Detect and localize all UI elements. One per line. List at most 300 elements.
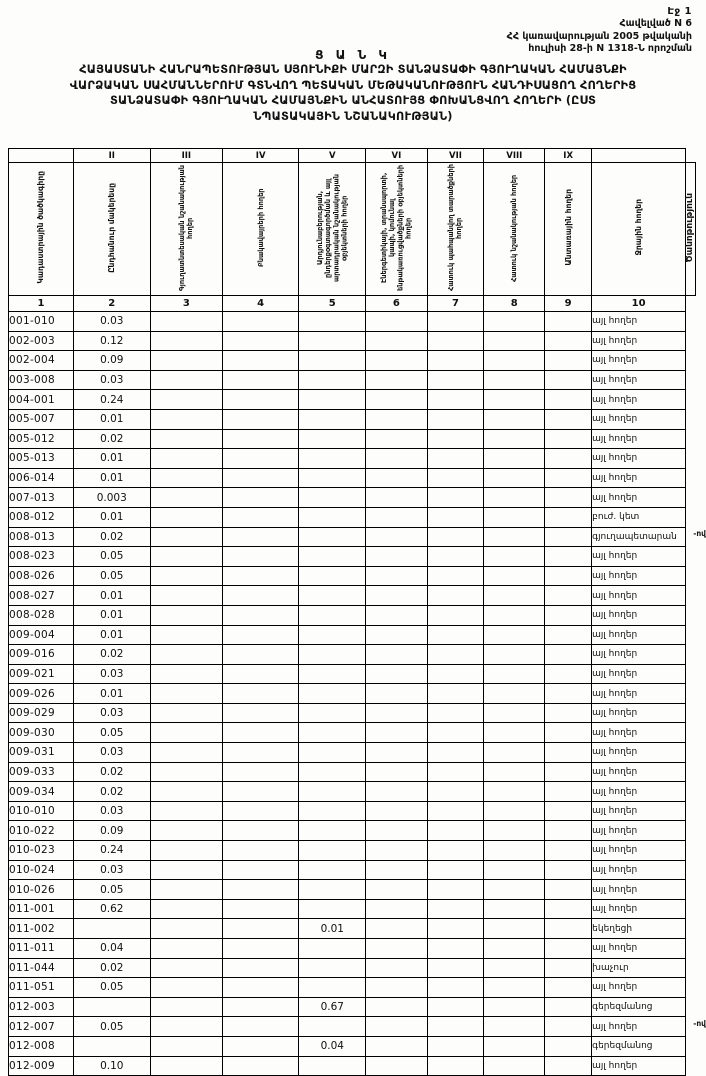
cell-protected	[427, 625, 484, 645]
cell-protected	[427, 860, 484, 880]
page-title: Ց Ա Ն Կ	[315, 48, 391, 62]
cell-note: այլ հողեր	[592, 939, 686, 959]
cell-energy-transport	[366, 997, 427, 1017]
cell-special	[484, 586, 545, 606]
cell-forest	[545, 860, 592, 880]
cell-special	[484, 860, 545, 880]
cell-settlement	[223, 684, 299, 704]
cell-protected	[427, 1017, 484, 1037]
cell-agricultural	[150, 488, 222, 508]
cell-industrial	[299, 899, 366, 919]
cell-special	[484, 939, 545, 959]
cell-industrial	[299, 1056, 366, 1076]
colnum-1: 1	[9, 296, 74, 312]
table-row	[9, 1056, 696, 1076]
cell-agricultural	[150, 939, 222, 959]
cell-agricultural	[150, 821, 222, 841]
cell-industrial	[299, 409, 366, 429]
cell-industrial	[299, 390, 366, 410]
cell-protected	[427, 1036, 484, 1056]
cell-note: այլ հողեր	[592, 978, 686, 998]
cell-forest	[545, 507, 592, 527]
table-row	[9, 586, 696, 606]
header-line-2: ՀՀ կառավարության 2005 թվականի	[506, 30, 692, 42]
cell-agricultural	[150, 762, 222, 782]
cell-agricultural	[150, 370, 222, 390]
cell-agricultural	[150, 409, 222, 429]
cell-industrial	[299, 507, 366, 527]
cell-code: 007-013	[9, 488, 74, 508]
cell-code: 012-009	[9, 1056, 74, 1076]
cell-protected	[427, 331, 484, 351]
cell-forest	[545, 1056, 592, 1076]
land-parcel-table	[8, 148, 696, 1076]
cell-settlement	[223, 566, 299, 586]
cell-code: 004-001	[9, 390, 74, 410]
cell-total-area: 0.02	[73, 527, 150, 547]
table-row	[9, 468, 696, 488]
title-line-1: ՀԱՅԱՍՏԱՆԻ ՀԱՆՐԱՊԵՏՈՒԹՅԱՆ ՍՅՈՒՆԻՔԻ ՄԱՐԶԻ ՏԱՆՁԱՏԱՓԻ ԳՅՈՒՂԱԿԱՆ ՀԱՄԱՅՆՔԻ	[79, 63, 627, 76]
cell-agricultural	[150, 331, 222, 351]
cell-forest	[545, 664, 592, 684]
cell-forest	[545, 625, 592, 645]
cell-code: 009-026	[9, 684, 74, 704]
cell-forest	[545, 351, 592, 371]
cell-energy-transport	[366, 527, 427, 547]
cell-agricultural	[150, 390, 222, 410]
cell-special	[484, 723, 545, 743]
cell-settlement	[223, 351, 299, 371]
cell-special	[484, 664, 545, 684]
cell-energy-transport	[366, 860, 427, 880]
cell-code: 010-022	[9, 821, 74, 841]
cell-agricultural	[150, 958, 222, 978]
cell-special	[484, 468, 545, 488]
cell-note: այլ հողեր	[592, 860, 686, 880]
cell-code: 005-012	[9, 429, 74, 449]
col-header-energy-transport	[366, 163, 427, 296]
cell-agricultural	[150, 860, 222, 880]
cell-energy-transport	[366, 880, 427, 900]
cell-industrial	[299, 547, 366, 567]
cell-agricultural	[150, 527, 222, 547]
cell-industrial	[299, 625, 366, 645]
cell-energy-transport	[366, 978, 427, 998]
cell-special	[484, 821, 545, 841]
cell-note: այլ հողեր	[592, 1017, 686, 1037]
cell-protected	[427, 468, 484, 488]
cell-total-area	[73, 919, 150, 939]
cell-agricultural	[150, 997, 222, 1017]
cell-industrial	[299, 939, 366, 959]
cell-protected	[427, 605, 484, 625]
cell-energy-transport	[366, 1056, 427, 1076]
page-number: Էջ 1	[667, 6, 692, 17]
table-row	[9, 743, 696, 763]
cell-settlement	[223, 801, 299, 821]
cell-agricultural	[150, 919, 222, 939]
cell-industrial	[299, 664, 366, 684]
cell-total-area: 0.05	[73, 547, 150, 567]
cell-industrial	[299, 645, 366, 665]
cell-settlement	[223, 1017, 299, 1037]
cell-special	[484, 625, 545, 645]
cell-special	[484, 429, 545, 449]
table-row	[9, 547, 696, 567]
cell-special	[484, 880, 545, 900]
table-row	[9, 997, 696, 1017]
title-line-4: ՆՊԱՏԱԿԱՅԻՆ ՆՇԱՆԱԿՈՒԹՅԱՆ)	[253, 109, 453, 123]
cell-code: 010-023	[9, 841, 74, 861]
colnum-4: 4	[223, 296, 299, 312]
cell-energy-transport	[366, 645, 427, 665]
cell-agricultural	[150, 703, 222, 723]
cell-industrial: 0.67	[299, 997, 366, 1017]
cell-forest	[545, 409, 592, 429]
cell-settlement	[223, 880, 299, 900]
cell-agricultural	[150, 899, 222, 919]
cell-note: այլ հողեր	[592, 488, 686, 508]
table-row	[9, 723, 696, 743]
cell-special	[484, 684, 545, 704]
roman-5: V	[299, 149, 366, 163]
cell-energy-transport	[366, 468, 427, 488]
col-header-note-label: Ծանոթություն	[685, 192, 695, 263]
cell-settlement	[223, 703, 299, 723]
col-header-agricultural-label: Գյուղատնտեսական նշանակության հողեր	[178, 164, 195, 291]
cell-settlement	[223, 939, 299, 959]
cell-total-area: 0.05	[73, 1017, 150, 1037]
cell-protected	[427, 821, 484, 841]
col-header-energy-transport-label: Էներգետիկայի, տրանսպորտի, կապի, կոմունալ ենթակառուցվածքների օբյեկտների հողեր	[380, 164, 413, 291]
cell-industrial	[299, 978, 366, 998]
cell-industrial	[299, 586, 366, 606]
table-row	[9, 664, 696, 684]
cell-special	[484, 1056, 545, 1076]
cell-special	[484, 743, 545, 763]
cell-industrial	[299, 468, 366, 488]
cell-total-area: 0.62	[73, 899, 150, 919]
cell-energy-transport	[366, 547, 427, 567]
cell-agricultural	[150, 801, 222, 821]
cell-energy-transport	[366, 507, 427, 527]
table-row	[9, 488, 696, 508]
cell-protected	[427, 370, 484, 390]
table-row	[9, 409, 696, 429]
cell-settlement	[223, 429, 299, 449]
roman-2: II	[73, 149, 150, 163]
cell-forest	[545, 566, 592, 586]
cell-forest	[545, 605, 592, 625]
cell-total-area: 0.02	[73, 782, 150, 802]
col-header-note	[686, 163, 696, 296]
cell-protected	[427, 703, 484, 723]
table-header-row	[9, 163, 696, 296]
cell-protected	[427, 919, 484, 939]
cell-total-area: 0.09	[73, 821, 150, 841]
cell-settlement	[223, 449, 299, 469]
cell-protected	[427, 527, 484, 547]
cell-agricultural	[150, 351, 222, 371]
cell-settlement	[223, 762, 299, 782]
table-row	[9, 566, 696, 586]
cell-code: 010-024	[9, 860, 74, 880]
col-header-settlement-label: Բնակավայրերի հողեր	[256, 188, 265, 267]
cell-protected	[427, 743, 484, 763]
cell-protected	[427, 586, 484, 606]
cell-total-area: 0.05	[73, 566, 150, 586]
col-header-special-label: Հատուկ նշանակության հողեր	[510, 173, 519, 282]
cell-industrial	[299, 527, 366, 547]
col-header-special	[484, 163, 545, 296]
cell-industrial	[299, 860, 366, 880]
table-row	[9, 939, 696, 959]
cell-special	[484, 703, 545, 723]
cell-industrial	[299, 782, 366, 802]
table-row	[9, 370, 696, 390]
cell-code: 003-008	[9, 370, 74, 390]
title-line-2: ՎԱՐՁԱԿԱՆ ՍԱՀՄԱՆՆԵՐՈՒՄ ԳՏՆՎՈՂ ՊԵՏԱԿԱՆ ՄԵԹԱԿԱՆՈՒԹՅՈՒՆ ՀԱՆԴԻՍԱՑՈՂ ՀՈՂԵՐԻՑ	[69, 78, 637, 92]
cell-protected	[427, 449, 484, 469]
cell-note: այլ հողեր	[592, 703, 686, 723]
cell-settlement	[223, 899, 299, 919]
cell-total-area: 0.03	[73, 743, 150, 763]
cell-total-area: 0.02	[73, 429, 150, 449]
cell-protected	[427, 958, 484, 978]
cell-settlement	[223, 312, 299, 332]
cell-special	[484, 1017, 545, 1037]
colnum-2: 2	[73, 296, 150, 312]
cell-special	[484, 919, 545, 939]
cell-protected	[427, 762, 484, 782]
colnum-3: 3	[150, 296, 222, 312]
cell-code: 008-026	[9, 566, 74, 586]
cell-forest	[545, 1036, 592, 1056]
col-header-total-area-label: Ընդհանուր մակերեսը	[107, 182, 117, 273]
table-row	[9, 605, 696, 625]
cell-forest	[545, 997, 592, 1017]
cell-special	[484, 762, 545, 782]
table-row	[9, 703, 696, 723]
cell-forest	[545, 762, 592, 782]
cell-note: այլ հողեր	[592, 547, 686, 567]
side-mark: -ով	[693, 529, 706, 539]
cell-total-area: 0.05	[73, 978, 150, 998]
cell-forest	[545, 821, 592, 841]
cell-protected	[427, 507, 484, 527]
cell-energy-transport	[366, 743, 427, 763]
cell-settlement	[223, 507, 299, 527]
cell-special	[484, 449, 545, 469]
cell-total-area	[73, 997, 150, 1017]
cell-special	[484, 312, 545, 332]
cell-forest	[545, 488, 592, 508]
cell-total-area: 0.03	[73, 860, 150, 880]
cell-protected	[427, 801, 484, 821]
cell-settlement	[223, 860, 299, 880]
cell-protected	[427, 312, 484, 332]
cell-code: 009-004	[9, 625, 74, 645]
cell-special	[484, 351, 545, 371]
cell-total-area: 0.04	[73, 939, 150, 959]
cell-note: գյուղապետարան	[592, 527, 686, 547]
cell-settlement	[223, 1056, 299, 1076]
col-header-protected-label: Հատուկ պահպանվող տարածքների հողեր	[447, 164, 464, 291]
cell-energy-transport	[366, 429, 427, 449]
cell-agricultural	[150, 782, 222, 802]
cell-total-area: 0.01	[73, 605, 150, 625]
cell-agricultural	[150, 664, 222, 684]
col-header-forest	[545, 163, 592, 296]
table-row	[9, 351, 696, 371]
cell-code: 011-011	[9, 939, 74, 959]
cell-settlement	[223, 409, 299, 429]
cell-note: այլ հողեր	[592, 312, 686, 332]
cell-note: այլ հողեր	[592, 409, 686, 429]
cell-settlement	[223, 488, 299, 508]
cell-industrial	[299, 841, 366, 861]
cell-forest	[545, 390, 592, 410]
cell-industrial	[299, 703, 366, 723]
cell-protected	[427, 841, 484, 861]
table-row	[9, 449, 696, 469]
cell-forest	[545, 880, 592, 900]
cell-energy-transport	[366, 664, 427, 684]
cell-agricultural	[150, 743, 222, 763]
table-row	[9, 684, 696, 704]
cell-industrial	[299, 429, 366, 449]
cell-code: 011-051	[9, 978, 74, 998]
cell-forest	[545, 684, 592, 704]
cell-note: այլ հողեր	[592, 331, 686, 351]
cell-settlement	[223, 547, 299, 567]
cell-code: 010-010	[9, 801, 74, 821]
cell-note: այլ հողեր	[592, 821, 686, 841]
cell-special	[484, 1036, 545, 1056]
cell-protected	[427, 645, 484, 665]
col-header-water-label: Ջրային հողեր	[634, 199, 644, 256]
cell-forest	[545, 801, 592, 821]
cell-code: 012-007	[9, 1017, 74, 1037]
cell-note: այլ հողեր	[592, 664, 686, 684]
cell-industrial	[299, 821, 366, 841]
cell-note: այլ հողեր	[592, 449, 686, 469]
col-header-forest-label: Անտառային հողեր	[563, 189, 573, 266]
cell-code: 008-027	[9, 586, 74, 606]
cell-total-area	[73, 1036, 150, 1056]
cell-protected	[427, 429, 484, 449]
cell-note: գերեզմանոց	[592, 997, 686, 1017]
cell-energy-transport	[366, 566, 427, 586]
cell-total-area: 0.01	[73, 449, 150, 469]
cell-protected	[427, 390, 484, 410]
cell-settlement	[223, 841, 299, 861]
cell-code: 008-023	[9, 547, 74, 567]
cell-settlement	[223, 331, 299, 351]
cell-agricultural	[150, 468, 222, 488]
cell-energy-transport	[366, 625, 427, 645]
cell-special	[484, 997, 545, 1017]
cell-settlement	[223, 527, 299, 547]
cell-energy-transport	[366, 801, 427, 821]
cell-energy-transport	[366, 899, 427, 919]
cell-energy-transport	[366, 684, 427, 704]
cell-agricultural	[150, 723, 222, 743]
cell-total-area: 0.01	[73, 409, 150, 429]
roman-8: VIII	[484, 149, 545, 163]
cell-forest	[545, 331, 592, 351]
cell-energy-transport	[366, 939, 427, 959]
cell-total-area: 0.10	[73, 1056, 150, 1076]
table-row	[9, 1036, 696, 1056]
cell-energy-transport	[366, 782, 427, 802]
cell-forest	[545, 547, 592, 567]
cell-note: այլ հողեր	[592, 468, 686, 488]
cell-note: այլ հողեր	[592, 566, 686, 586]
cell-forest	[545, 703, 592, 723]
roman-3: III	[150, 149, 222, 163]
cell-settlement	[223, 723, 299, 743]
cell-forest	[545, 919, 592, 939]
cell-industrial	[299, 880, 366, 900]
cell-forest	[545, 782, 592, 802]
cell-total-area: 0.01	[73, 586, 150, 606]
colnum-6: 6	[366, 296, 427, 312]
cell-settlement	[223, 782, 299, 802]
cell-settlement	[223, 997, 299, 1017]
cell-code: 011-002	[9, 919, 74, 939]
cell-protected	[427, 782, 484, 802]
cell-settlement	[223, 468, 299, 488]
cell-agricultural	[150, 566, 222, 586]
cell-settlement	[223, 645, 299, 665]
cell-energy-transport	[366, 351, 427, 371]
cell-industrial	[299, 370, 366, 390]
cell-protected	[427, 351, 484, 371]
cell-code: 011-001	[9, 899, 74, 919]
cell-agricultural	[150, 684, 222, 704]
cell-note: այլ հողեր	[592, 743, 686, 763]
cell-energy-transport	[366, 703, 427, 723]
cell-settlement	[223, 821, 299, 841]
cell-forest	[545, 899, 592, 919]
cell-settlement	[223, 625, 299, 645]
table-row	[9, 880, 696, 900]
cell-agricultural	[150, 1036, 222, 1056]
cell-forest	[545, 312, 592, 332]
cell-industrial	[299, 331, 366, 351]
cell-total-area: 0.24	[73, 841, 150, 861]
cell-total-area: 0.02	[73, 645, 150, 665]
cell-total-area: 0.01	[73, 507, 150, 527]
cell-note: բուժ. կետ	[592, 507, 686, 527]
cell-energy-transport	[366, 762, 427, 782]
cell-total-area: 0.03	[73, 801, 150, 821]
cell-total-area: 0.02	[73, 762, 150, 782]
cell-special	[484, 370, 545, 390]
cell-industrial	[299, 801, 366, 821]
cell-note: այլ հողեր	[592, 625, 686, 645]
cell-total-area: 0.24	[73, 390, 150, 410]
col-header-total-area	[73, 163, 150, 296]
table-body	[9, 312, 696, 1076]
cell-settlement	[223, 743, 299, 763]
cell-settlement	[223, 978, 299, 998]
cell-note: այլ հողեր	[592, 1056, 686, 1076]
cell-code: 009-016	[9, 645, 74, 665]
cell-total-area: 0.03	[73, 703, 150, 723]
cell-forest	[545, 743, 592, 763]
